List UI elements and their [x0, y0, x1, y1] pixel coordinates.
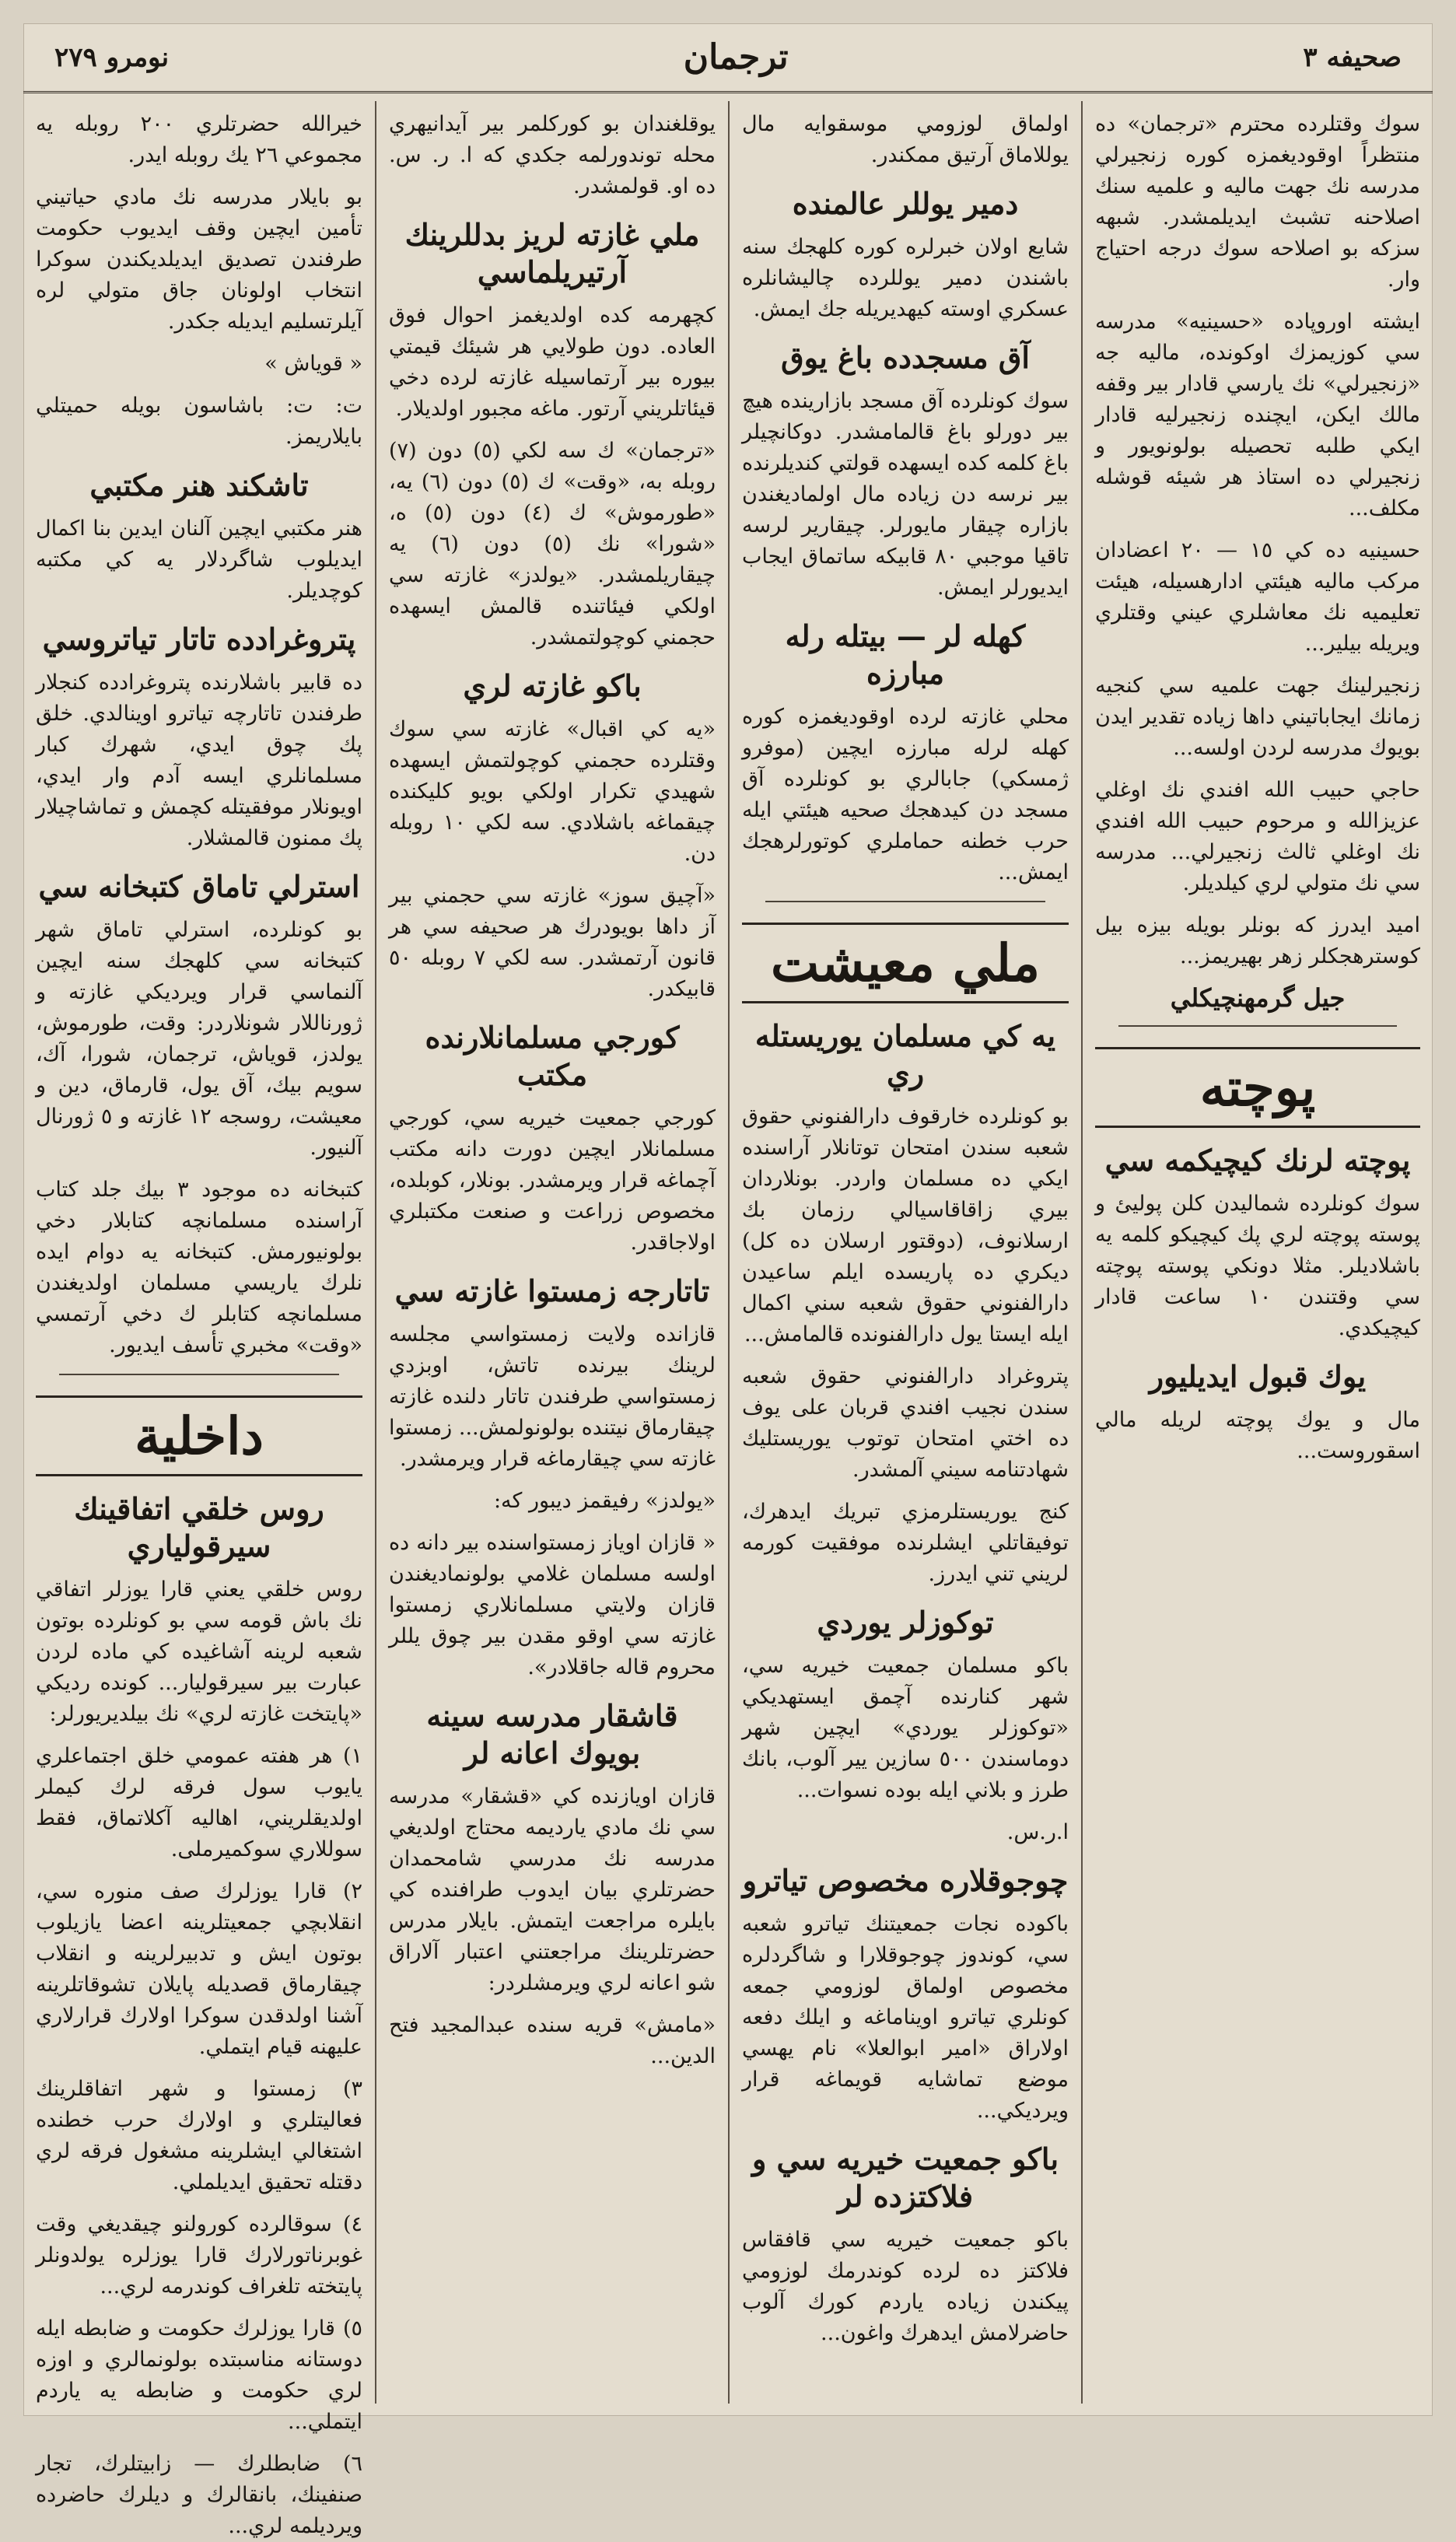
article-paragraph: بو كونلرده، استرلي تاماق شهر كتبخانه سي كلهجك سنه ايچين آلنماسي قرار ويرديكي غازته و ژورناللار شونلاردر: وقت، طورموش، يولدز، قوياش، ترجمان، شورا، آك، سويم بيك، آق يول، قارماق، دين و معيشت، روسجه ١٢ غازته و ٥ ژورنال آلنيور.: [36, 918, 362, 1160]
article-paragraph: «مامش» قريه سنده عبدالمجيد فتح الدين...: [389, 2013, 716, 2068]
article-heading: پتروغرادده تاتار تياتروسي: [42, 621, 356, 657]
article-paragraph: قازانده ولايت زمستواسي مجلسه لرينك بيرنده تاتش، اوبزدي زمستواسي طرفندن تاتار دلنده غازته چيقارماق نيتنده بولونولمش... زمستوا غازته سي چيقارماغه قرار ويرمشدر.: [389, 1322, 716, 1471]
article-paragraph: ٣) زمستوا و شهر اتفاقلرينك فعاليتلري و اولارك حرب خطنده اشتغالي ايشلرينه مشغول فرقه لري دقتله تحقيق ايديلملي.: [36, 2077, 362, 2194]
article-paragraph: كچهرمه كده اولديغمز احوال فوق العاده. دون طولايي هر شيئك قيمتي بيوره بير آرتماسيله غازته لرده دخي قيئاتلريني آرتور. ماغه مجبور اولديلار.: [389, 303, 716, 421]
newspaper-title: ترجمان: [683, 37, 789, 77]
article-heading: روس خلقي اتفاقينك سيرقولياري: [74, 1491, 324, 1563]
section-banner: ملي معيشت: [742, 923, 1069, 1003]
article-paragraph: شايع اولان خبرلره كوره كلهجك سنه باشندن دمير يوللرده چاليشانلره عسكري اوسته كيهديريله جك ايمش.: [742, 235, 1069, 321]
article-heading: تاتارجه زمستوا غازته سي: [394, 1273, 710, 1308]
article-heading: آق مسجدده باغ يوق: [781, 340, 1030, 375]
section-banner: داخلية: [36, 1395, 362, 1476]
article-paragraph: پتروغراد دارالفنوني حقوق شعبه سندن نجيب افندي قربان على يوف ده اختي امتحان توتوب يوريستليك شهادتنامه سيني آلمشدر.: [742, 1364, 1069, 1482]
article-paragraph: ٢) قارا يوزلرك صف منوره سي، انقلابچي جمعيتلرينه اعضا يازيلوب بوتون ايش و تدبيرلرينه و انقلاب چيقارماق قصديله پايلان تشوقاتلرينه آشنا اولدقدن سوكرا اولارك قرارلاري عليهنه قيام ايتملي.: [36, 1879, 362, 2059]
article-paragraph: باكو مسلمان جمعيت خيريه سي، شهر كنارنده آچمق ايستهديكي «توكوزلر يوردي» ايچين شهر دوماسندن ٥٠٠ سازين يير آلوب، بانك طرز و بلاني ايله بوده نسوات...: [742, 1654, 1069, 1802]
article-paragraph: ت: ت: باشاسون بويله حميتلي بايلاريمز.: [36, 394, 362, 449]
article-paragraph: مال و يوك پوچته لريله مالي اسقوروست...: [1095, 1408, 1420, 1463]
article-paragraph: كنج يوريستلرمزي تبريك ايدهرك، توفيقاتلي ايشلرنده موفقيت كورمه لريني تني ايدرز.: [742, 1500, 1069, 1586]
article-paragraph: بو كونلرده خارقوف دارالفنوني حقوق شعبه سندن امتحان توتانلار آراسنده ايكي ده مسلمان واردر. بونلاردان بيري زاقاقاسيالي رزمان بك ارسلانوف، (دوقتور ارسلان ده كل) ديكري ده پاريسده ايلم ساعيدن دارالفنوني حقوق شعبه سني اكمال ايله ايستا يول دارالفنونده قالمامش...: [742, 1105, 1069, 1346]
article-paragraph: اولماق لوزومي موسقوايه مال يوللاماق آرتيق ممكندر.: [742, 112, 1069, 167]
article-paragraph: سوك وقتلرده محترم «ترجمان» ده منتظراً اوقوديغمزه كوره زنجيرلي مدرسه نك جهت ماليه و علميه سنك اصلاحنه تشبث ايديلمشدر. شبهه سزكه بو اصلاحه سوك درجه احتياج وار.: [1095, 112, 1420, 292]
article-paragraph: حاجي حبيب الله افندي نك اوغلي عزيزالله و مرحوم حبيب الله افندي نك اوغلي ثالث زنجيرلي... مدرسه سي نك متولي لري كيلديلر.: [1095, 778, 1420, 895]
article-heading: استرلي تاماق كتبخانه سي: [38, 869, 360, 904]
article-paragraph: هنر مكتبي ايچين آلنان ايدين بنا اكمال ايديلوب شاگردلار يه كي مكتبه كوچديلر.: [36, 516, 362, 603]
article-paragraph: «يولدز» رفيقمز ديبور كه:: [493, 1489, 716, 1513]
article-paragraph: ١) هر هفته عمومي خلق اجتماعلري يايوب سول فرقه لرك كيملر اولديقلريني، اهاليه آكلاتماق، فقط سوللاري سوكميرملى.: [36, 1744, 362, 1861]
article-paragraph: يوقلغندان بو كوركلمر بير آيدانيهري محله توندورلمه جكدي كه ا. ر. س. ده او. قولمشدر.: [389, 112, 716, 198]
article-heading: دمير يوللر عالمنده: [792, 186, 1019, 221]
article-paragraph: باكو جمعيت خيريه سي قافقاس فلاكتز ده لرده كوندرمك لوزومي پيكندن زياده ياردم كورك آلوب حاضرلامش ايدهرك واغون...: [742, 2228, 1069, 2345]
article-paragraph: «ترجمان» ك سه لكي (٥) دون (٧) روبله به، «وقت» ك (٥) دون (٦) يه، «طورموش» ك (٤) دون (٥) ه، «شورا» نك (٥) دون (٦) يه چيقاريلمشدر. «يولدز» غازته سي اولكي فيئاتنده قالمش ايسهده حجمني كوچولتمشدر.: [389, 439, 716, 650]
column-rule: [375, 101, 376, 2404]
article-paragraph: ده قابير باشلارنده پتروغرادده كنجلار طرفندن تاتارچه تياترو اوينالدي. خلق پك چوق ايدي، شهرك كبار مسلمانلري ايسه آدم وار ايدي، اويونلار موفقيتله كچمش و تماشاچيلار پك ممنون قالمشلار.: [36, 671, 362, 850]
article-paragraph: كتبخانه ده موجود ٣ بيك جلد كتاب آراسنده مسلمانچه كتابلار دخي بولونيورمش. كتبخانه يه دوام ايده نلرك ياريسي مسلمان اولديغندن مسلمانچه كتابلر ك دخي آرتمسي «وقت» مخبري تأسف ايديور.: [36, 1178, 362, 1357]
article-paragraph: خيرالله حضرتلري ٢٠٠ روبله يه مجموعي ٢٦ يك روبله ايدر.: [36, 112, 362, 167]
article-paragraph: « قوياش »: [264, 352, 362, 376]
section-banner: پوچته: [1095, 1047, 1420, 1128]
article-heading: يه كي مسلمان يوريستله ري: [754, 1018, 1056, 1091]
article-paragraph: قازان اويازنده كي «قشقار» مدرسه سي نك مادي يارديمه محتاج اولديغي مدرسه نك مدرسي شامحمدان حضرتلري بيان ايدوب طرافنده كي بايلره مراجعت ايتمش. بايلار مدرس حضرتلرينك مراجعتني اعتبار آلاراق شو اعانه لري ويرمشلردر:: [389, 1784, 716, 1995]
column-3: [376, 101, 728, 2404]
article-paragraph: بو بايلار مدرسه نك مادي حياتيني تأمين ايچين وقف ايديوب حكومت طرفندن تصديق ايديلديكندن سوكرا انتخاب اولونان جاق متولي لره آيلرتسليم ايديله جكدر.: [36, 185, 362, 334]
article-heading: يوك قبول ايديليور: [1149, 1359, 1367, 1394]
article-heading: باكو غازته لري: [463, 668, 642, 703]
article-paragraph: ٥) قارا يوزلرك حكومت و ضابطه ايله دوستانه مناسبتده بولونمالري و اوزه لري حكومت و ضابطه يه ياردم ايتملي...: [36, 2316, 362, 2434]
article-paragraph: ٦) ضابطلرك — زابيتلرك، تجار صنفينك، بانقالرك و ديلرك حاضرده ويرديلمه لري...: [36, 2452, 362, 2538]
page-header: [23, 23, 1433, 93]
column-rule: [728, 101, 730, 2404]
column-1: [1083, 101, 1433, 2404]
article-paragraph: سوك كونلرده آق مسجد بازارينده هيچ بير دورلو باغ قالمامشدر. دوكانچيلر باغ كلمه كده ايسهده قولتي كنديلرنده بير نرسه دن زياده مال اولماديغندن بازاره چيقار مايورلر. چيقارير لرسه تاقيا موجبي ٨٠ قابيكه ساتماق ايجاب ايديورلر ايمش.: [742, 389, 1069, 600]
article-heading: تاشكند هنر مكتبي: [89, 467, 309, 502]
article-heading: توكوزلر يوردي: [817, 1605, 994, 1640]
author-signature: جيل گرمهنچيكلي: [1170, 983, 1346, 1013]
article-paragraph: سوك كونلرده شماليدن كلن پوليئ و پوسته پوچته لري پك كيچيكو كلمه يه باشلاديلر. مثلا دونكي پوسته پوچته سي وقتندن ١٠ ساعت قادار كيچيكدي.: [1095, 1192, 1420, 1340]
article-paragraph: حسينيه ده كي ١٥ — ٢٠ اعضادان مركب ماليه هيئتي ادارهسيله، هيئت تعليميه نك معاشلري عيني وقتلري ويريله بيلير...: [1095, 538, 1420, 656]
article-heading: باكو جمعيت خيريه سي و فلاكتزده لر: [751, 2141, 1059, 2214]
article-paragraph: ا.ر.س.: [1006, 1820, 1069, 1844]
article-paragraph: زنجيرلينك جهت علميه سي كنجيه زمانك ايجاباتيني داها زياده تقدير ايدن بويوك مدرسه لردن اولسه...: [1095, 674, 1420, 760]
section-divider: [765, 901, 1045, 902]
article-paragraph: محلي غازته لرده اوقوديغمزه كوره كهله لرله مبارزه ايچين (موفرو ژمسكي) جابالري بو كونلرده آق مسجد دن كيدهجك صحيه هيئتي ايله حرب خطنه حماملري كوتورلرهجك ايمش...: [742, 705, 1069, 884]
article-heading: قاشقار مدرسه سينه بويوك اعانه لر: [426, 1698, 678, 1770]
issue-number-label: نومرو ٢٧٩: [54, 41, 170, 73]
columns-area: [23, 101, 1433, 2538]
article-paragraph: اميد ايدرز كه بونلر بويله بيزه بيل كوسترهجكلر زهر بهيريمز...: [1095, 913, 1420, 968]
section-divider: [1118, 1025, 1397, 1027]
column-rule: [1081, 101, 1083, 2404]
article-heading: پوچته لرنك كيچيكمه سي: [1104, 1143, 1411, 1178]
article-heading: ملي غازته لريز بدللرينك آرتيريلماسي: [404, 217, 700, 289]
article-paragraph: كورجي جمعيت خيريه سي، كورجي مسلمانلار ايچين دورت دانه مكتب آچماغه قرار ويرمشدر. بونلار، كوبلده، مخصوص زراعت و صنعت مكتبلري اولاجاقدر.: [389, 1106, 716, 1255]
column-4: [23, 101, 375, 2538]
article-paragraph: «يه كي اقبال» غازته سي سوك وقتلرده حجمني كوچولتمش ايسهده شهيدي تكرار اولكي بويو كليكنده چيقماغه باشلادي. سه لكي ١٠ روبله دن.: [389, 717, 716, 866]
article-paragraph: «آچيق سوز» غازته سي حجمني بير آز داها بويودرك هر صحيفه سي هر قانون آرتمشدر. سه لكي ٧ روبله ٥٠ قابيكدر.: [389, 884, 716, 1001]
article-heading: چوجوقلاره مخصوص تياترو: [742, 1863, 1069, 1898]
article-paragraph: ايشته اوروپاده «حسينيه» مدرسه سي كوزيمزك اوكونده، ماليه جه «زنجيرلي» نك يارسي قادار بير وقفه مالك ايكن، ايچنده زنجيرليه قادار ايكي طلبه تحصيله بولونويور و زنجيرلي ده استاذ هر شيئه قوشله مكلف...: [1095, 310, 1420, 520]
article-paragraph: « قازان اوياز زمستواسنده بير دانه ده اولسه مسلمان غلامي بولونماديغندن قازان ولايتي مسلمانلاري زمستوا غازته سي اوقو مقدن بير چوق يللر محروم قاله جاقلادر».: [389, 1531, 716, 1679]
article-heading: كورجي مسلمانلارنده مكتب: [425, 1020, 680, 1092]
section-divider: [59, 1374, 339, 1375]
column-2: [730, 101, 1081, 2404]
article-paragraph: ٤) سوقالرده كورولنو چيقديغي وقت غوبرناتورلارك قارا يوزلره يولدونلر پايتخته تلغراف كوندرمه لري...: [36, 2212, 362, 2299]
article-paragraph: باكوده نجات جمعيتنك تياترو شعبه سي، كوندوز چوجوقلارا و شاگردلره مخصوص اولماق لوزومي جمعه كونلري تياترو اويناماغه و ايلك دفعه اولاراق «امير ابوالعلا» نام يهسي موضع تماشايه قويماغه قرار ويرديكي...: [742, 1912, 1069, 2123]
page-number-label: صحيفه ٣: [1303, 41, 1402, 73]
newspaper-page: [23, 23, 1433, 2538]
article-paragraph: روس خلقي يعني قارا يوزلر اتفاقي نك باش قومه سي بو كونلرده بوتون شعبه لرينه آشاغيده كي ماده لردن عبارت بير سيرقوليار... كونده رديكي «پايتخت غازته لري» نك بيلديريورلر:: [36, 1577, 362, 1726]
article-heading: كهله لر — بيتله رله مبارزه: [785, 618, 1026, 691]
